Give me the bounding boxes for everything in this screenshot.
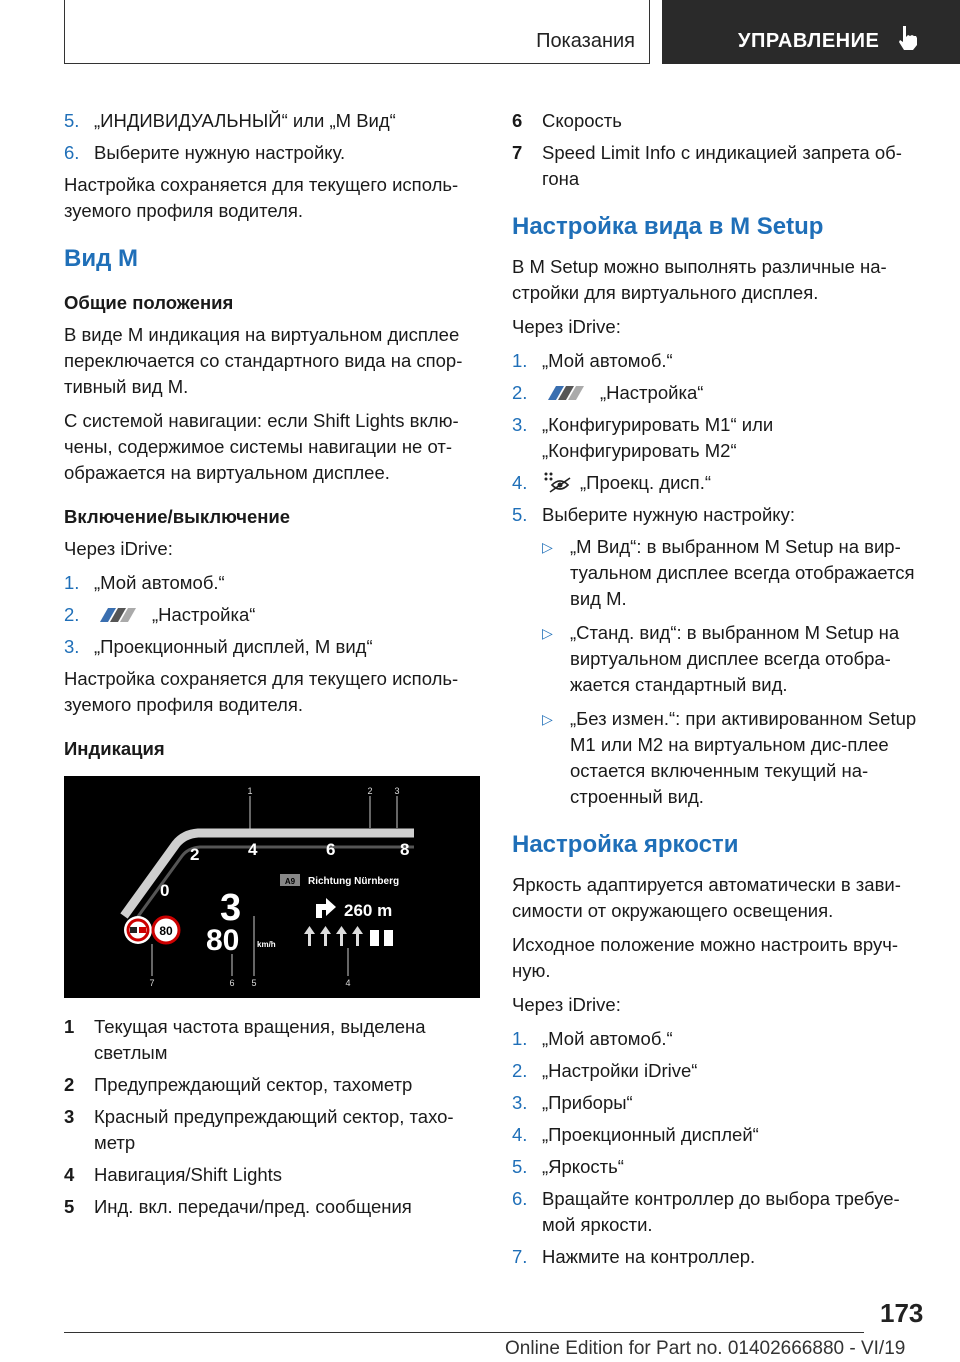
triangle-bullet-icon: ▷ xyxy=(542,539,553,555)
legend-number: 5 xyxy=(64,1196,75,1217)
legend-item xyxy=(64,1014,482,1066)
list-item xyxy=(512,1154,930,1180)
head-up-display-icon xyxy=(542,471,574,493)
note-profile-2: Настройка сохраняется для текущего исполь-зуемого профиля водителя. xyxy=(64,668,459,715)
gear-scale-label: 4 xyxy=(248,840,258,859)
via-idrive: Через iDrive: xyxy=(64,538,173,559)
callout-label: 4 xyxy=(345,978,351,988)
gear-scale-label: 0 xyxy=(160,881,170,900)
callout-label: 6 xyxy=(229,978,235,988)
legend-text: Скорость xyxy=(542,110,622,131)
right-column xyxy=(512,108,930,1276)
list-item xyxy=(64,108,482,134)
list-item xyxy=(512,1058,930,1084)
step-number: 4. xyxy=(512,472,528,493)
step-text: Вращайте контроллер до выбора требуе-мой яркости. xyxy=(542,1188,900,1235)
step-text: „Мой автомоб.“ xyxy=(542,350,673,371)
hud-m-view-illustration xyxy=(64,776,480,998)
heading-m-setup: Настройка вида в M Setup xyxy=(512,213,824,240)
step-number: 2. xyxy=(512,1060,528,1081)
paragraph-general-1: В виде M индикация на виртуальном дисплее переключается со стандартного вида на спор-тивный вид M. xyxy=(64,324,463,397)
list-item xyxy=(512,1090,930,1116)
step-number: 7. xyxy=(512,1246,528,1267)
list-item xyxy=(512,470,930,496)
gear-scale-label: 2 xyxy=(190,845,200,864)
step-text: „Настройка“ xyxy=(600,382,704,403)
list-item xyxy=(512,380,930,406)
road-number: A9 xyxy=(284,877,296,886)
step-number: 2. xyxy=(512,382,528,403)
step-number: 3. xyxy=(512,414,528,435)
legend-item xyxy=(64,1162,482,1188)
callout-label: 5 xyxy=(251,978,257,988)
speed-limit-value: 80 xyxy=(159,924,173,938)
step-number: 6. xyxy=(64,142,80,163)
speed-unit: km/h xyxy=(257,940,276,949)
heading-brightness: Настройка яркости xyxy=(512,831,739,858)
paragraph-brightness-2: Исходное положение можно настроить вруч-ную. xyxy=(512,934,898,981)
page-number: 173 xyxy=(880,1298,924,1328)
step-text: „Проекц. дисп.“ xyxy=(580,472,711,493)
header-rule-left xyxy=(64,0,65,64)
legend-item xyxy=(512,108,930,134)
option-item xyxy=(542,534,930,612)
distance-text: 260 m xyxy=(344,901,393,920)
m-stripes-icon xyxy=(542,384,592,402)
step-number: 1. xyxy=(512,350,528,371)
step-number: 5. xyxy=(64,110,80,131)
legend-number: 1 xyxy=(64,1016,75,1037)
list-item xyxy=(64,602,482,628)
list-item xyxy=(512,1122,930,1148)
option-text: „Без измен.“: при активированном Setup M1 или M2 на виртуальном дис-плее остается включенным текущий на-строенный вид. xyxy=(570,708,917,807)
via-idrive: Через iDrive: xyxy=(512,994,621,1015)
paragraph-general-2: С системой навигации: если Shift Lights вклю-чены, содержимое системы навигации не от-ображается на виртуальном дисплее. xyxy=(64,410,459,483)
legend-item xyxy=(512,140,930,192)
list-item xyxy=(64,634,482,660)
step-text: „ИНДИВИДУАЛЬНЫЙ“ или „M Вид“ xyxy=(94,110,396,131)
legend-text: Навигация/Shift Lights xyxy=(94,1164,283,1185)
step-number: 5. xyxy=(512,504,528,525)
list-item xyxy=(512,412,930,464)
step-text: „Мой автомоб.“ xyxy=(542,1028,673,1049)
step-number: 5. xyxy=(512,1156,528,1177)
legend-item xyxy=(64,1072,482,1098)
heading-general: Общие положения xyxy=(64,292,234,313)
direction-text: Richtung Nürnberg xyxy=(308,876,400,887)
legend-item xyxy=(64,1194,482,1220)
step-text: „Настройка“ xyxy=(152,604,256,625)
step-number: 4. xyxy=(512,1124,528,1145)
current-gear: 3 xyxy=(220,887,242,929)
legend-text: Инд. вкл. передачи/пред. сообщения xyxy=(94,1196,412,1217)
option-text: „Станд. вид“: в выбранном M Setup на виртуальном дисплее всегда отобра-жается стандартный вид. xyxy=(570,622,900,695)
header-tab-divider xyxy=(649,0,650,64)
legend-text: Предупреждающий сектор, тахометр xyxy=(94,1074,413,1095)
header-section-label: Показания xyxy=(536,30,635,52)
left-column xyxy=(64,108,482,1226)
step-text: „Проекционный дисплей, M вид“ xyxy=(94,636,373,657)
step-text: „Мой автомоб.“ xyxy=(94,572,225,593)
option-item xyxy=(542,620,930,698)
list-item xyxy=(512,502,930,528)
step-text: „Конфигурировать M1“ или „Конфигурировать M2“ xyxy=(542,414,774,461)
step-text: „Яркость“ xyxy=(542,1156,624,1177)
gear-scale-label: 8 xyxy=(400,840,410,859)
callout-label: 7 xyxy=(149,978,155,988)
step-text: „Настройки iDrive“ xyxy=(542,1060,698,1081)
callout-label: 3 xyxy=(394,786,400,796)
step-number: 3. xyxy=(512,1092,528,1113)
list-item xyxy=(512,348,930,374)
speed-value: 80 xyxy=(206,924,240,957)
step-number: 1. xyxy=(512,1028,528,1049)
option-item xyxy=(542,706,930,810)
hand-pointer-icon xyxy=(895,24,919,52)
legend-text: Красный предупреждающий сектор, тахо-метр xyxy=(94,1106,454,1153)
list-item xyxy=(512,1244,930,1270)
legend-number: 2 xyxy=(64,1074,75,1095)
legend-text: Speed Limit Info с индикацией запрета об-гона xyxy=(542,142,902,189)
step-text: „Проекционный дисплей“ xyxy=(542,1124,759,1145)
gear-scale-label: 6 xyxy=(326,840,336,859)
note-profile: Настройка сохраняется для текущего исполь-зуемого профиля водителя. xyxy=(64,174,459,221)
legend-item xyxy=(64,1104,482,1156)
step-text: „Приборы“ xyxy=(542,1092,633,1113)
triangle-bullet-icon: ▷ xyxy=(542,625,553,641)
step-text: Выберите нужную настройку: xyxy=(542,504,795,525)
step-text: Выберите нужную настройку. xyxy=(94,142,346,163)
header-rule-bottom xyxy=(64,63,650,64)
list-item xyxy=(64,140,482,166)
callout-label: 2 xyxy=(367,786,373,796)
legend-number: 3 xyxy=(64,1106,75,1127)
list-item xyxy=(64,570,482,596)
list-item xyxy=(512,1026,930,1052)
heading-on-off: Включение/выключение xyxy=(64,506,291,527)
callout-label: 1 xyxy=(247,786,253,796)
legend-number: 6 xyxy=(512,110,523,131)
legend-number: 7 xyxy=(512,142,523,163)
list-item xyxy=(512,1186,930,1238)
footer-rule xyxy=(64,1332,864,1333)
legend-text: Текущая частота вращения, выделена светлым xyxy=(94,1016,426,1063)
option-text: „M Вид“: в выбранном M Setup на вир-туальном дисплее всегда отображается вид M. xyxy=(570,536,915,609)
header-chapter-label: УПРАВЛЕНИЕ xyxy=(738,30,880,52)
m-stripes-icon xyxy=(94,606,144,624)
paragraph-brightness-1: Яркость адаптируется автоматически в зави-симости от окружающего освещения. xyxy=(512,874,901,921)
step-number: 2. xyxy=(64,604,80,625)
step-text: Нажмите на контроллер. xyxy=(542,1246,756,1267)
step-number: 6. xyxy=(512,1188,528,1209)
paragraph-m-setup: В M Setup можно выполнять различные на-стройки для виртуального дисплея. xyxy=(512,256,887,303)
via-idrive: Через iDrive: xyxy=(512,316,621,337)
footer-edition: Online Edition for Part no. 01402666880 - VI/19 xyxy=(505,1338,906,1359)
step-number: 1. xyxy=(64,572,80,593)
step-number: 3. xyxy=(64,636,80,657)
heading-m-view: Вид M xyxy=(64,245,138,272)
triangle-bullet-icon: ▷ xyxy=(542,711,553,727)
heading-display: Индикация xyxy=(64,738,165,759)
legend-number: 4 xyxy=(64,1164,75,1185)
